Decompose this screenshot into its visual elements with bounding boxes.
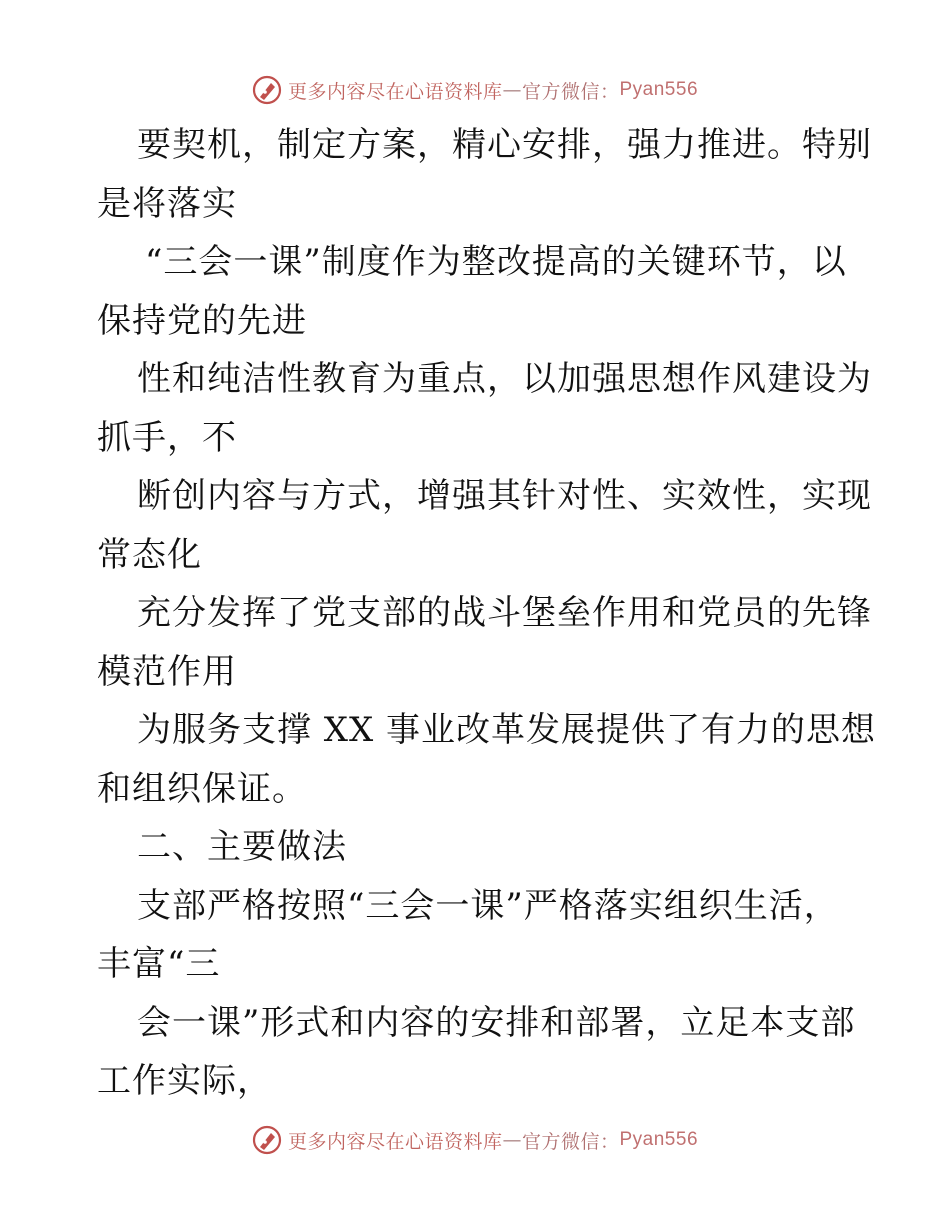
- text-line: 模范作用: [97, 651, 237, 692]
- watermark-wechat-id: Pyan556: [619, 79, 699, 100]
- watermark-wechat-id: Pyan556: [619, 1129, 699, 1150]
- text-line: “三会一课”制度作为整改提高的关键环节，以: [145, 242, 847, 282]
- text-line: 性和纯洁性教育为重点，以加强思想作风建设为: [137, 359, 872, 399]
- text-line: 会一课”形式和内容的安排和部署，立足本支部: [137, 1002, 856, 1043]
- text-line: 工作实际，: [97, 1061, 272, 1101]
- pen-nib-logo-icon: [252, 75, 282, 105]
- header-watermark: [0, 70, 950, 110]
- watermark-wechat-label: 官方微信：: [521, 80, 620, 103]
- footer-watermark: [0, 1120, 950, 1160]
- section-heading: 二、主要做法: [137, 827, 347, 867]
- text-line: 常态化: [97, 534, 202, 575]
- text-line: 要契机，制定方案，精心安排，强力推进。特别: [137, 125, 872, 165]
- text-line: 抓手，不: [97, 417, 237, 458]
- text-line: 和组织保证。: [97, 768, 307, 809]
- text-line: 为服务支撑 XX 事业改革发展提供了有力的思想: [137, 710, 877, 750]
- watermark-text: 更多内容尽在心语资料库: [287, 80, 503, 103]
- text-line: 丰富“三: [97, 944, 221, 984]
- watermark-dash: —: [502, 1129, 522, 1151]
- text-line: 是将落实: [97, 183, 237, 224]
- text-line: 保持党的先进: [97, 300, 307, 341]
- watermark-dash: —: [502, 79, 522, 101]
- document-body: [97, 116, 877, 1111]
- pen-nib-logo-icon: [252, 1125, 282, 1155]
- watermark-wechat-label: 官方微信：: [521, 1130, 620, 1153]
- text-line: 充分发挥了党支部的战斗堡垒作用和党员的先锋: [137, 593, 872, 633]
- text-line: 支部严格按照“三会一课”严格落实组织生活，: [137, 885, 839, 926]
- text-line: 断创内容与方式，增强其针对性、实效性，实现: [137, 476, 872, 516]
- watermark-text: 更多内容尽在心语资料库: [287, 1130, 503, 1153]
